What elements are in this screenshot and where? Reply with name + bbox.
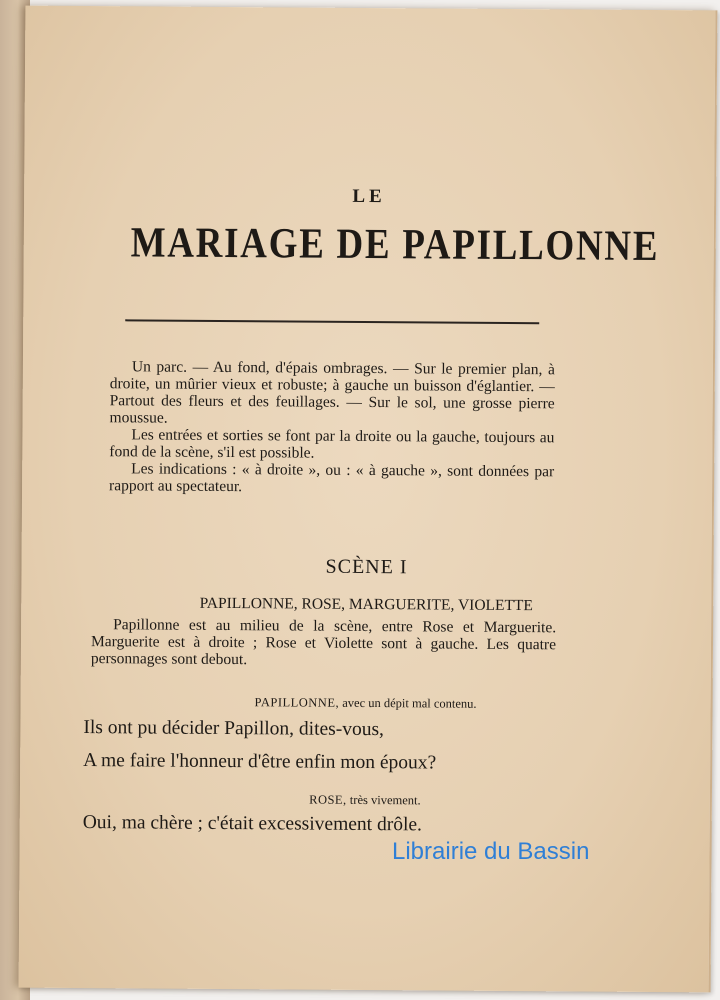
- speaker-direction: avec un dépit mal contenu.: [342, 695, 477, 711]
- title-divider: [125, 319, 539, 324]
- speaker-name: PAPILLONNE,: [254, 695, 340, 710]
- speaker-direction: très vivement.: [349, 792, 421, 808]
- setting-description: [109, 358, 555, 497]
- stage-direction: [91, 616, 556, 670]
- book-page: [19, 6, 718, 993]
- speaker-cue: [21, 694, 711, 714]
- watermark-text: Librairie du Bassin: [392, 838, 590, 865]
- page-title: MARIAGE DE PAPILLONNE: [130, 219, 660, 271]
- description-paragraph: Les indications : « à droite », ou : « à gauche », sont données par rapport au spectateur.: [109, 460, 555, 496]
- speaker-cue: [20, 791, 710, 811]
- scene-characters: PAPILLONNE, ROSE, MARGUERITE, VIOLETTE: [199, 594, 533, 615]
- verse-line: Oui, ma chère ; c'était excessivement drôle.: [82, 812, 423, 836]
- verse-line: A me faire l'honneur d'être enfin mon époux?: [83, 750, 437, 774]
- title-article: LE: [352, 185, 386, 208]
- description-paragraph: Un parc. — Au fond, d'épais ombrages. — Sur le premier plan, à droite, un mûrier vieux et robuste; à gauche un buisson d'églantier. — Partout des fleurs et des feuillages. — Sur le sol, une grosse pierre moussue.: [109, 358, 555, 427]
- speaker-name: ROSE,: [309, 792, 347, 807]
- scene-title: SCÈNE I: [325, 555, 408, 579]
- stage-direction-text: Papillonne est au milieu de la scène, entre Rose et Marguerite. Marguerite est à droite ; Rose et Violette sont à gauche. Les quatre personnages sont debout.: [90, 616, 557, 669]
- verse-line: Ils ont pu décider Papillon, dites-vous,: [83, 717, 385, 741]
- description-paragraph: Les entrées et sorties se font par la droite ou la gauche, toujours au fond de la scène, s'il est possible.: [109, 426, 555, 462]
